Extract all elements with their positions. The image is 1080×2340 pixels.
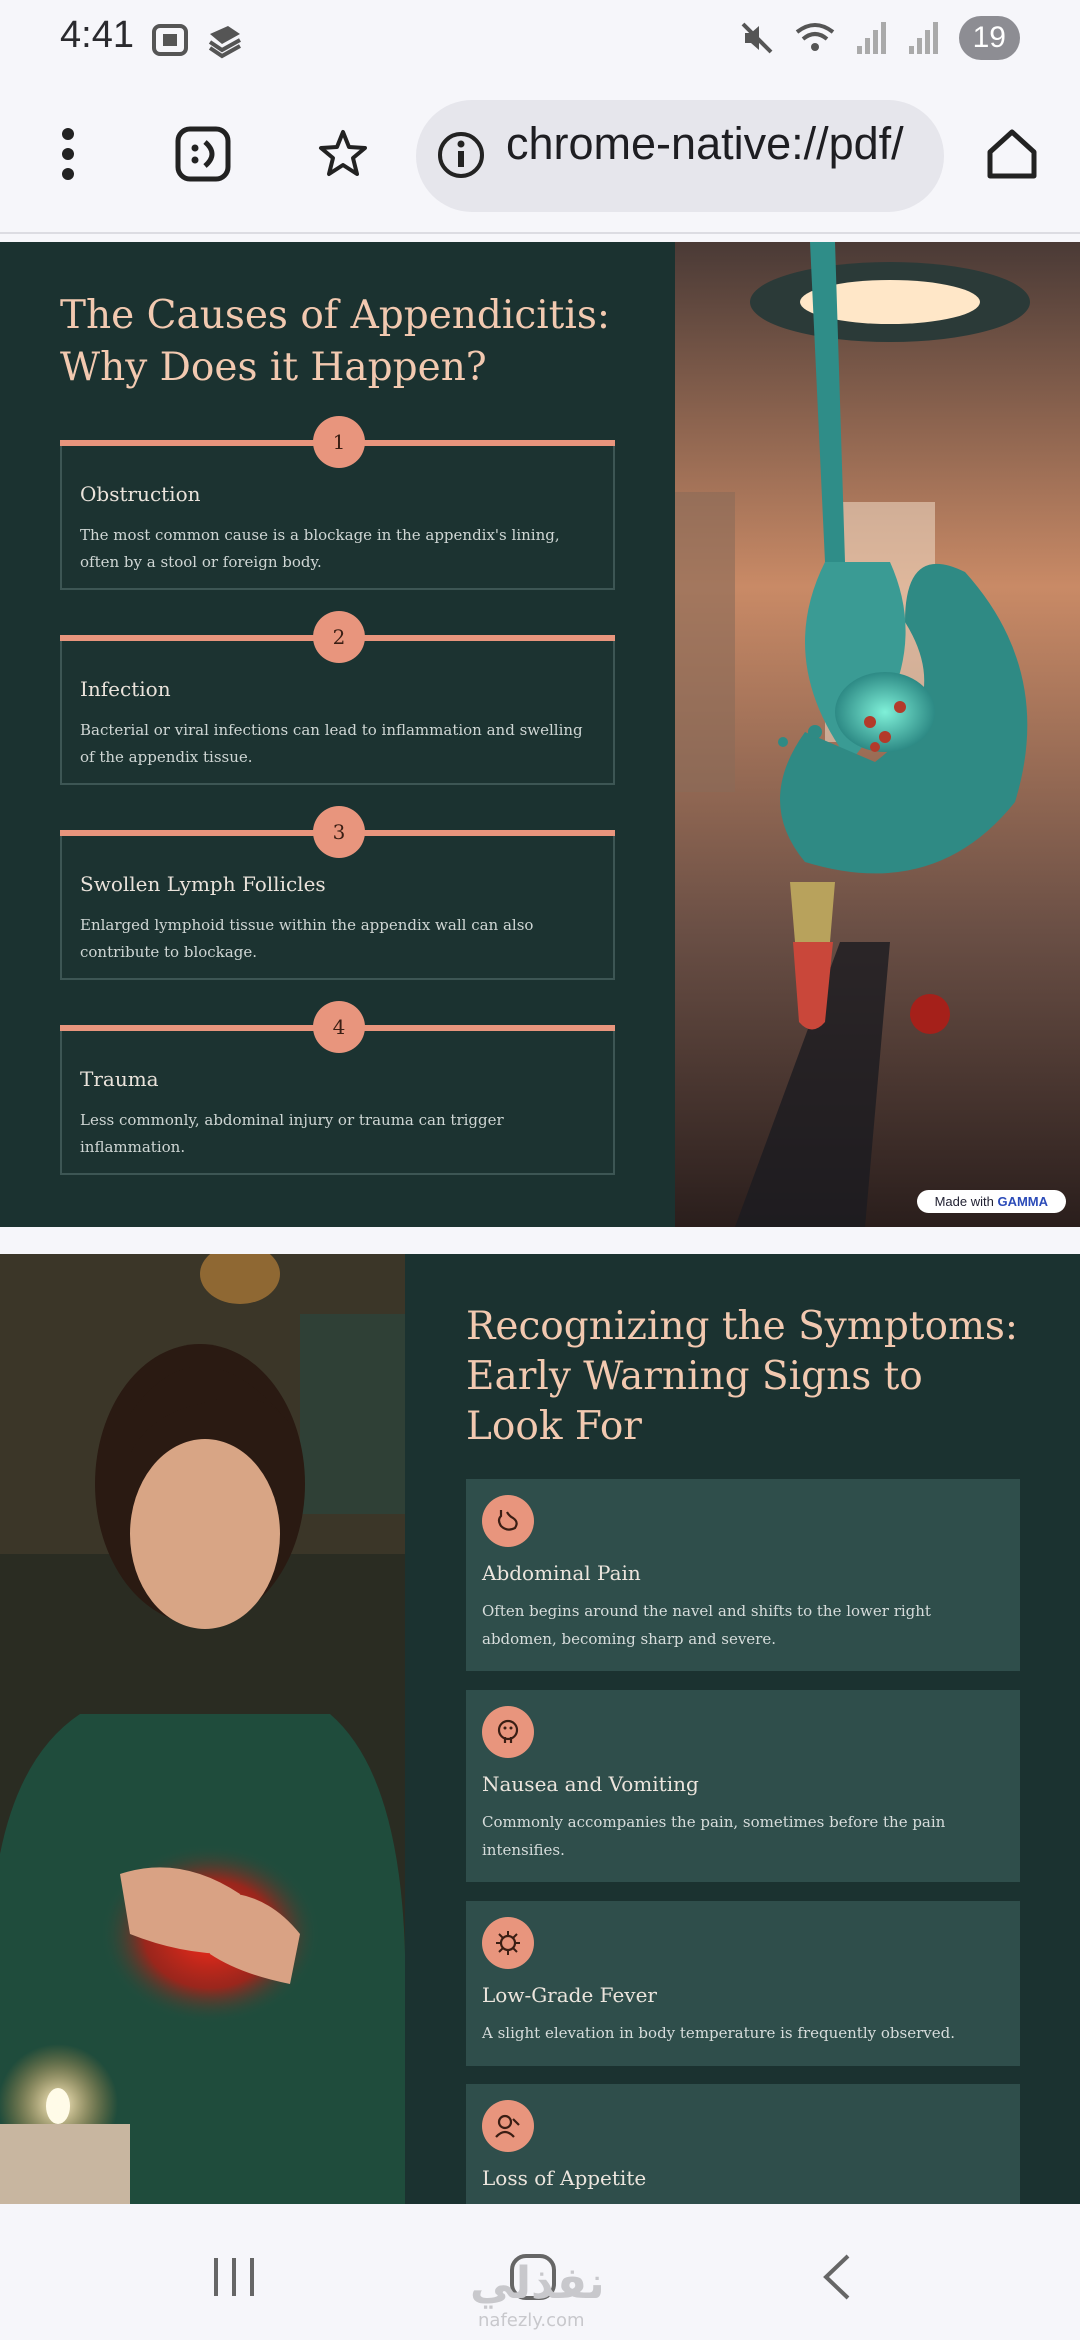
notification-count-badge: 19 [959, 16, 1020, 60]
layers-icon [204, 20, 244, 60]
info-icon[interactable] [436, 130, 486, 180]
appetite-icon [482, 2100, 534, 2152]
wifi-icon [793, 20, 837, 56]
screenshot-icon [150, 20, 190, 60]
appendix-illustration [675, 242, 1080, 1227]
status-time: 4:41 [60, 14, 134, 56]
status-bar [0, 0, 1080, 82]
extension-button[interactable] [163, 114, 243, 194]
symptom-description: A slight elevation in body temperature is frequently observed. [482, 2024, 955, 2042]
home-button[interactable] [972, 114, 1052, 194]
cause-card [60, 430, 615, 590]
cause-card [60, 1015, 615, 1175]
mute-icon [739, 20, 775, 56]
home-icon [982, 124, 1042, 184]
cause-title: Swollen Lymph Follicles [80, 872, 326, 896]
symptom-card [466, 1479, 1020, 1671]
cause-title: Trauma [80, 1067, 159, 1091]
cause-number: 2 [313, 611, 365, 663]
symptom-title: Nausea and Vomiting [482, 1772, 699, 1796]
cause-description: Bacterial or viral infections can lead to inflammation and swelling of the appendix tissue. [80, 721, 583, 766]
cause-description: Less commonly, abdominal injury or trauma can trigger inflammation. [80, 1111, 504, 1156]
woman-holding-chest-image [0, 1254, 405, 2204]
slide-causes-content [0, 242, 675, 1227]
cause-description: Enlarged lymphoid tissue within the appendix wall can also contribute to blockage. [80, 916, 534, 961]
cause-number: 1 [313, 416, 365, 468]
symptom-title: Abdominal Pain [482, 1561, 641, 1585]
bookmark-button[interactable] [303, 114, 383, 194]
cause-number: 3 [313, 806, 365, 858]
slide-symptoms-title: Recognizing the Symptoms: Early Warning Signs to Look For [466, 1304, 1019, 1449]
cause-title: Infection [80, 677, 171, 701]
watermark-arabic: نفذلي [470, 2258, 605, 2309]
cause-number: 4 [313, 1001, 365, 1053]
nausea-face-icon [482, 1706, 534, 1758]
symptom-card [466, 1901, 1020, 2066]
woman-pain-image [0, 1254, 405, 2204]
virus-icon [482, 1917, 534, 1969]
symptom-title: Loss of Appetite [482, 2166, 647, 2190]
symptom-description: Often begins around the navel and shifts to the lower right abdomen, becoming sharp and severe. [482, 1602, 931, 1648]
signal-icon-2 [907, 20, 941, 56]
signal-icon [855, 20, 889, 56]
back-icon[interactable] [818, 2252, 858, 2302]
symptom-card [466, 2084, 1020, 2204]
appendix-3d-image [675, 242, 1080, 1227]
symptom-title: Low-Grade Fever [482, 1983, 657, 2007]
cause-card [60, 820, 615, 980]
slide-causes [0, 242, 1080, 1227]
star-icon [316, 127, 370, 181]
cause-title: Obstruction [80, 482, 201, 506]
url-text[interactable]: chrome-native://pdf/ [506, 118, 904, 169]
recents-icon[interactable] [210, 2254, 258, 2300]
watermark-url: nafezly.com [478, 2310, 585, 2331]
stomach-icon [482, 1495, 534, 1547]
slide-symptoms [0, 1254, 1080, 2204]
made-with-gamma-badge[interactable]: Made with GAMMA [917, 1190, 1066, 1213]
menu-button[interactable] [28, 114, 108, 194]
smile-extension-icon [173, 124, 233, 184]
symptom-card [466, 1690, 1020, 1882]
symptom-description: Commonly accompanies the pain, sometimes before the pain intensifies. [482, 1813, 946, 1859]
cause-description: The most common cause is a blockage in the appendix's lining, often by a stool or foreign body. [80, 526, 560, 571]
slide-causes-title: The Causes of Appendicitis: Why Does it Happen? [60, 293, 610, 390]
more-vert-icon [58, 124, 78, 184]
toolbar-divider [0, 232, 1080, 234]
cause-card [60, 625, 615, 785]
